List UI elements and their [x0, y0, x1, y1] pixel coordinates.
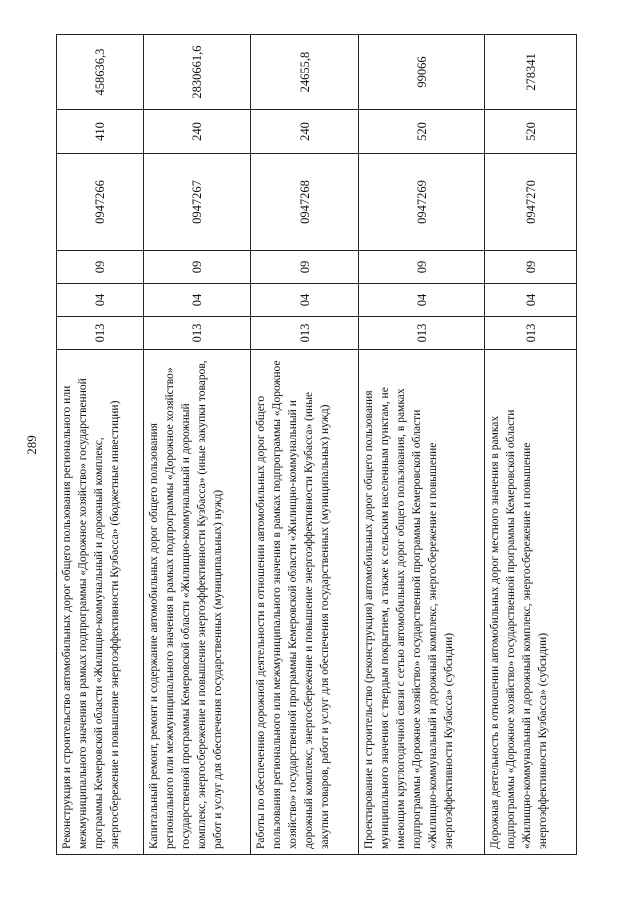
section-code: 04: [359, 284, 485, 317]
section-code: 04: [57, 284, 144, 317]
amount: 99066: [359, 35, 485, 110]
amount: 24655,8: [251, 35, 359, 110]
expense-code: 520: [485, 110, 577, 154]
subsection-code: 09: [359, 251, 485, 284]
section-code: 04: [485, 284, 577, 317]
target-code: 0947270: [485, 154, 577, 251]
subsection-code: 09: [251, 251, 359, 284]
table-row: [251, 35, 359, 855]
ministry-code: 013: [144, 317, 251, 350]
row-description: Дорожная деятельность в отношении автомобильных дорог местного значения в рамках подпрограммы «Дорожное хозяйство» государственной программы Кемеровской области «Жилищно-коммунальный и дорожный комплекс, энергосбережение и повышение энергоэффективности Кузбасса» (субсидии): [485, 350, 577, 855]
amount: 278341: [485, 35, 577, 110]
amount: 458636,3: [57, 35, 144, 110]
section-code: 04: [144, 284, 251, 317]
table-row: [359, 35, 485, 855]
rotated-table-wrapper: [56, 35, 576, 855]
row-description: Реконструкция и строительство автомобильных дорог общего пользования регионального или межмуниципального значения в рамках подпрограммы «Дорожное хозяйство» государственной программы Кемеровской области «Жилищно-коммунальный и дорожный комплекс, энергосбережение и повышение энергоэффективности Кузбасса» (бюджетные инвестиции): [57, 350, 144, 855]
subsection-code: 09: [57, 251, 144, 284]
ministry-code: 013: [57, 317, 144, 350]
target-code: 0947267: [144, 154, 251, 251]
table-row: [485, 35, 577, 855]
expense-code: 520: [359, 110, 485, 154]
target-code: 0947268: [251, 154, 359, 251]
ministry-code: 013: [359, 317, 485, 350]
row-description: Капитальный ремонт, ремонт и содержание автомобильных дорог общего пользования регионального или межмуниципального значения в рамках подпрограммы «Дорожное хозяйство» государственной программы Кемеровской области «Жилищно-коммунальный и дорожный комплекс, энергосбережение и повышение энергоэффективности Кузбасса» (иные закупки товаров, работ и услуг для обеспечения государственных (муниципальных) нужд): [144, 350, 251, 855]
ministry-code: 013: [485, 317, 577, 350]
table-row: [57, 35, 144, 855]
expense-code: 410: [57, 110, 144, 154]
page-number: 289: [23, 435, 39, 455]
row-description: Проектирование и строительство (реконструкция) автомобильных дорог общего пользования муниципального значения с твердым покрытием, а также к сельским населенным пунктам, не имеющим круглогодичной связи с сетью автомобильных дорог общего пользования, в рамках подпрограммы «Дорожное хозяйство» государственной программы Кемеровской области «Жилищно-коммунальный и дорожный комплекс, энергосбережение и повышение энергоэффективности Кузбасса» (субсидии): [359, 350, 485, 855]
ministry-code: 013: [251, 317, 359, 350]
expense-code: 240: [251, 110, 359, 154]
table-row: [144, 35, 251, 855]
budget-table: [56, 34, 577, 855]
subsection-code: 09: [485, 251, 577, 284]
row-description: Работы по обеспечению дорожной деятельности в отношении автомобильных дорог общего пользования регионального или межмуниципального значения в рамках подпрограммы «Дорожное хозяйство» государственной программы Кемеровской области «Жилищно-коммунальный и дорожный комплекс, энергосбережение и повышение энергоэффективности Кузбасса» (иные закупки товаров, работ и услуг для обеспечения государственных (муниципальных) нужд): [251, 350, 359, 855]
expense-code: 240: [144, 110, 251, 154]
section-code: 04: [251, 284, 359, 317]
subsection-code: 09: [144, 251, 251, 284]
target-code: 0947269: [359, 154, 485, 251]
target-code: 0947266: [57, 154, 144, 251]
amount: 2830661,6: [144, 35, 251, 110]
